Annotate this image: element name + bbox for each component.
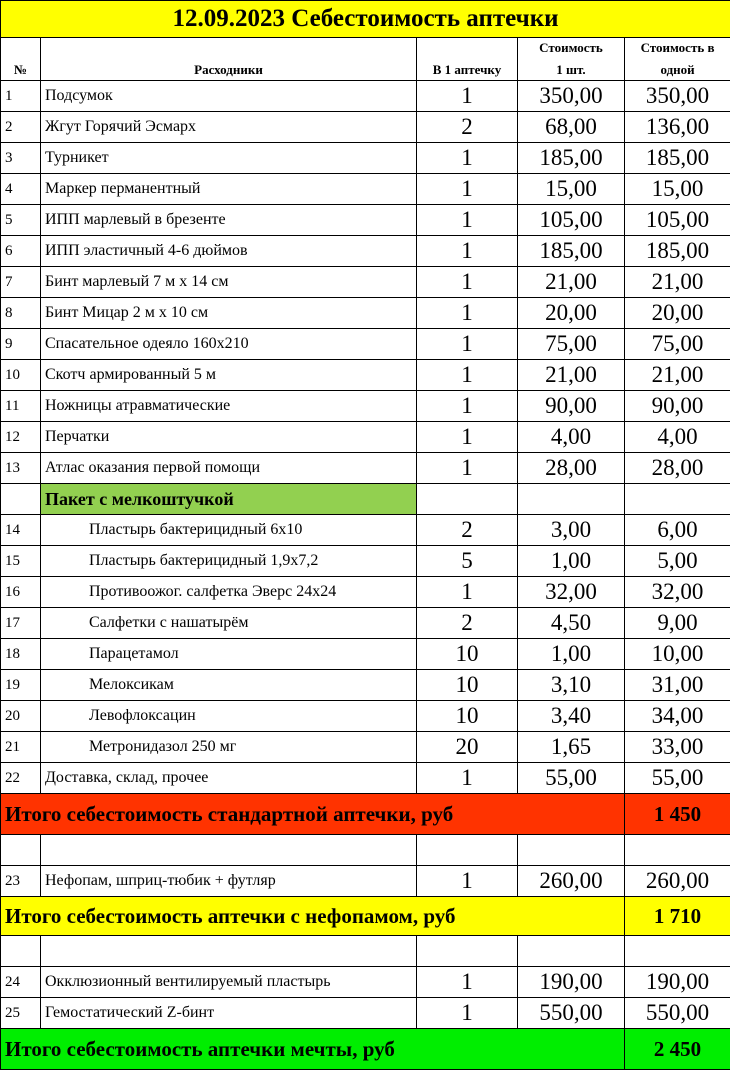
total-nefopam-label: Итого себестоимость аптечки с нефопамом, руб [1,897,625,936]
total-nefopam-value: 1 710 [625,897,730,936]
row-item-name: Жгут Горячий Эсмарх [41,112,417,143]
row-number: 18 [1,639,41,670]
row-total-price: 260,00 [625,866,730,897]
row-total-price: 10,00 [625,639,730,670]
table-row [1,577,730,608]
empty-cell [417,835,518,866]
row-item-name: Нефопам, шприц-тюбик + футляр [41,866,417,897]
row-number: 15 [1,546,41,577]
header-total-cost-line1: Стоимость в [625,40,730,56]
row-quantity: 5 [417,546,518,577]
row-unit-price: 3,00 [518,515,625,546]
total-dream-value: 2 450 [625,1029,730,1070]
empty-cell [625,936,730,967]
row-unit-price: 185,00 [518,143,625,174]
table-row [1,608,730,639]
row-total-price: 33,00 [625,732,730,763]
row-unit-price: 20,00 [518,298,625,329]
row-unit-price: 1,00 [518,546,625,577]
row-quantity: 10 [417,639,518,670]
row-quantity: 1 [417,763,518,794]
row-total-price: 34,00 [625,701,730,732]
row-item-name: Бинт марлевый 7 м х 14 см [41,267,417,298]
row-unit-price: 21,00 [518,267,625,298]
row-unit-price: 190,00 [518,967,625,998]
table-row [1,453,730,484]
row-unit-price: 260,00 [518,866,625,897]
row-unit-price: 90,00 [518,391,625,422]
row-item-name: Перчатки [41,422,417,453]
row-unit-price: 550,00 [518,998,625,1029]
row-quantity: 10 [417,701,518,732]
table-row [1,360,730,391]
row-total-price: 105,00 [625,205,730,236]
total-standard [1,794,730,835]
row-total-price: 55,00 [625,763,730,794]
row-number: 9 [1,329,41,360]
empty-cell [518,835,625,866]
table-row [1,236,730,267]
header-item: Расходники [41,38,417,81]
row-quantity: 2 [417,515,518,546]
total-nefopam [1,897,730,936]
row-total-price: 6,00 [625,515,730,546]
table-row [1,267,730,298]
row-total-price: 75,00 [625,329,730,360]
row-item-name: Парацетамол [41,639,417,670]
row-quantity: 1 [417,866,518,897]
row-number: 17 [1,608,41,639]
row-quantity: 10 [417,670,518,701]
row-quantity: 1 [417,236,518,267]
row-number: 13 [1,453,41,484]
row-total-price: 5,00 [625,546,730,577]
row-number: 25 [1,998,41,1029]
empty-row [1,835,730,866]
row-item-name: Турникет [41,143,417,174]
row-number: 16 [1,577,41,608]
row-unit-price: 75,00 [518,329,625,360]
table-row [1,205,730,236]
row-item-name: ИПП эластичный 4-6 дюймов [41,236,417,267]
row-quantity: 1 [417,329,518,360]
empty-cell [41,835,417,866]
row-unit-price: 21,00 [518,360,625,391]
row-number: 22 [1,763,41,794]
row-unit-price: 32,00 [518,577,625,608]
row-total-price: 185,00 [625,143,730,174]
total-standard-value: 1 450 [625,794,730,835]
table-row [1,174,730,205]
row-unit-price: 4,50 [518,608,625,639]
row-quantity: 1 [417,577,518,608]
row-unit-price: 15,00 [518,174,625,205]
empty-cell [625,484,730,515]
row-unit-price: 55,00 [518,763,625,794]
row-quantity: 1 [417,298,518,329]
row-item-name: Спасательное одеяло 160х210 [41,329,417,360]
row-item-name: Маркер перманентный [41,174,417,205]
row-quantity: 2 [417,112,518,143]
row-unit-price: 68,00 [518,112,625,143]
header-row [1,38,730,81]
row-number: 7 [1,267,41,298]
row-number: 3 [1,143,41,174]
table-row [1,670,730,701]
table-row [1,866,730,897]
row-quantity: 1 [417,998,518,1029]
row-total-price: 21,00 [625,360,730,391]
row-quantity: 1 [417,453,518,484]
header-unit-cost [518,38,625,81]
row-total-price: 90,00 [625,391,730,422]
row-total-price: 550,00 [625,998,730,1029]
row-item-name: Ножницы атравматические [41,391,417,422]
package-label: Пакет с мелкоштучкой [41,484,417,515]
row-item-name: ИПП марлевый в брезенте [41,205,417,236]
header-total-cost [625,38,730,81]
row-item-name: Левофлоксацин [41,701,417,732]
row-quantity: 20 [417,732,518,763]
row-number: 5 [1,205,41,236]
row-total-price: 21,00 [625,267,730,298]
page-title: 12.09.2023 Себестоимость аптечки [1,1,730,38]
total-dream [1,1029,730,1070]
row-total-price: 185,00 [625,236,730,267]
row-item-name: Доставка, склад, прочее [41,763,417,794]
row-item-name: Подсумок [41,81,417,112]
header-unit-cost-line1: Стоимость [518,40,624,56]
table-row [1,298,730,329]
row-quantity: 1 [417,360,518,391]
row-item-name: Мелоксикам [41,670,417,701]
empty-cell [1,936,41,967]
row-quantity: 1 [417,267,518,298]
row-total-price: 15,00 [625,174,730,205]
row-total-price: 190,00 [625,967,730,998]
empty-cell [1,484,41,515]
empty-cell [1,835,41,866]
table-row [1,967,730,998]
row-unit-price: 1,65 [518,732,625,763]
total-dream-label: Итого себестоимость аптечки мечты, руб [1,1029,625,1070]
row-quantity: 1 [417,81,518,112]
row-quantity: 1 [417,174,518,205]
row-item-name: Метронидазол 250 мг [41,732,417,763]
header-unit-cost-line2: 1 шт. [518,62,624,78]
empty-row [1,936,730,967]
row-unit-price: 1,00 [518,639,625,670]
row-number: 6 [1,236,41,267]
row-total-price: 350,00 [625,81,730,112]
table-row [1,143,730,174]
header-qty: В 1 аптечку [417,38,518,81]
row-total-price: 9,00 [625,608,730,639]
row-quantity: 1 [417,205,518,236]
row-quantity: 1 [417,422,518,453]
row-quantity: 1 [417,967,518,998]
header-total-cost-line2: одной [625,62,730,78]
row-item-name: Противоожог. салфетка Эверс 24х24 [41,577,417,608]
row-unit-price: 105,00 [518,205,625,236]
row-number: 1 [1,81,41,112]
row-quantity: 2 [417,608,518,639]
row-number: 10 [1,360,41,391]
empty-cell [417,936,518,967]
row-item-name: Пластырь бактерицидный 1,9х7,2 [41,546,417,577]
row-number: 23 [1,866,41,897]
table-row [1,639,730,670]
table-row [1,546,730,577]
table-row [1,763,730,794]
row-item-name: Бинт Мицар 2 м х 10 см [41,298,417,329]
row-number: 8 [1,298,41,329]
row-item-name: Салфетки с нашатырём [41,608,417,639]
row-unit-price: 3,40 [518,701,625,732]
row-number: 24 [1,967,41,998]
row-item-name: Гемостатический Z-бинт [41,998,417,1029]
row-unit-price: 3,10 [518,670,625,701]
row-item-name: Пластырь бактерицидный 6х10 [41,515,417,546]
row-quantity: 1 [417,143,518,174]
empty-cell [518,484,625,515]
row-number: 12 [1,422,41,453]
row-total-price: 4,00 [625,422,730,453]
empty-cell [518,936,625,967]
table-row [1,701,730,732]
row-total-price: 31,00 [625,670,730,701]
row-number: 21 [1,732,41,763]
row-total-price: 28,00 [625,453,730,484]
row-unit-price: 185,00 [518,236,625,267]
row-number: 14 [1,515,41,546]
table-row [1,732,730,763]
empty-cell [417,484,518,515]
row-item-name: Окклюзионный вентилируемый пластырь [41,967,417,998]
row-item-name: Скотч армированный 5 м [41,360,417,391]
row-total-price: 20,00 [625,298,730,329]
row-unit-price: 350,00 [518,81,625,112]
table-row [1,998,730,1029]
header-num: № [1,38,41,81]
row-quantity: 1 [417,391,518,422]
table-row [1,422,730,453]
row-total-price: 32,00 [625,577,730,608]
empty-cell [41,936,417,967]
table-row [1,329,730,360]
table-row [1,112,730,143]
row-number: 4 [1,174,41,205]
row-number: 19 [1,670,41,701]
row-unit-price: 28,00 [518,453,625,484]
table-row [1,81,730,112]
row-total-price: 136,00 [625,112,730,143]
row-item-name: Атлас оказания первой помощи [41,453,417,484]
row-unit-price: 4,00 [518,422,625,453]
empty-cell [625,835,730,866]
row-number: 2 [1,112,41,143]
table-row [1,515,730,546]
total-standard-label: Итого себестоимость стандартной аптечки, руб [1,794,625,835]
row-number: 20 [1,701,41,732]
row-number: 11 [1,391,41,422]
table-row [1,391,730,422]
package-row [1,484,730,515]
